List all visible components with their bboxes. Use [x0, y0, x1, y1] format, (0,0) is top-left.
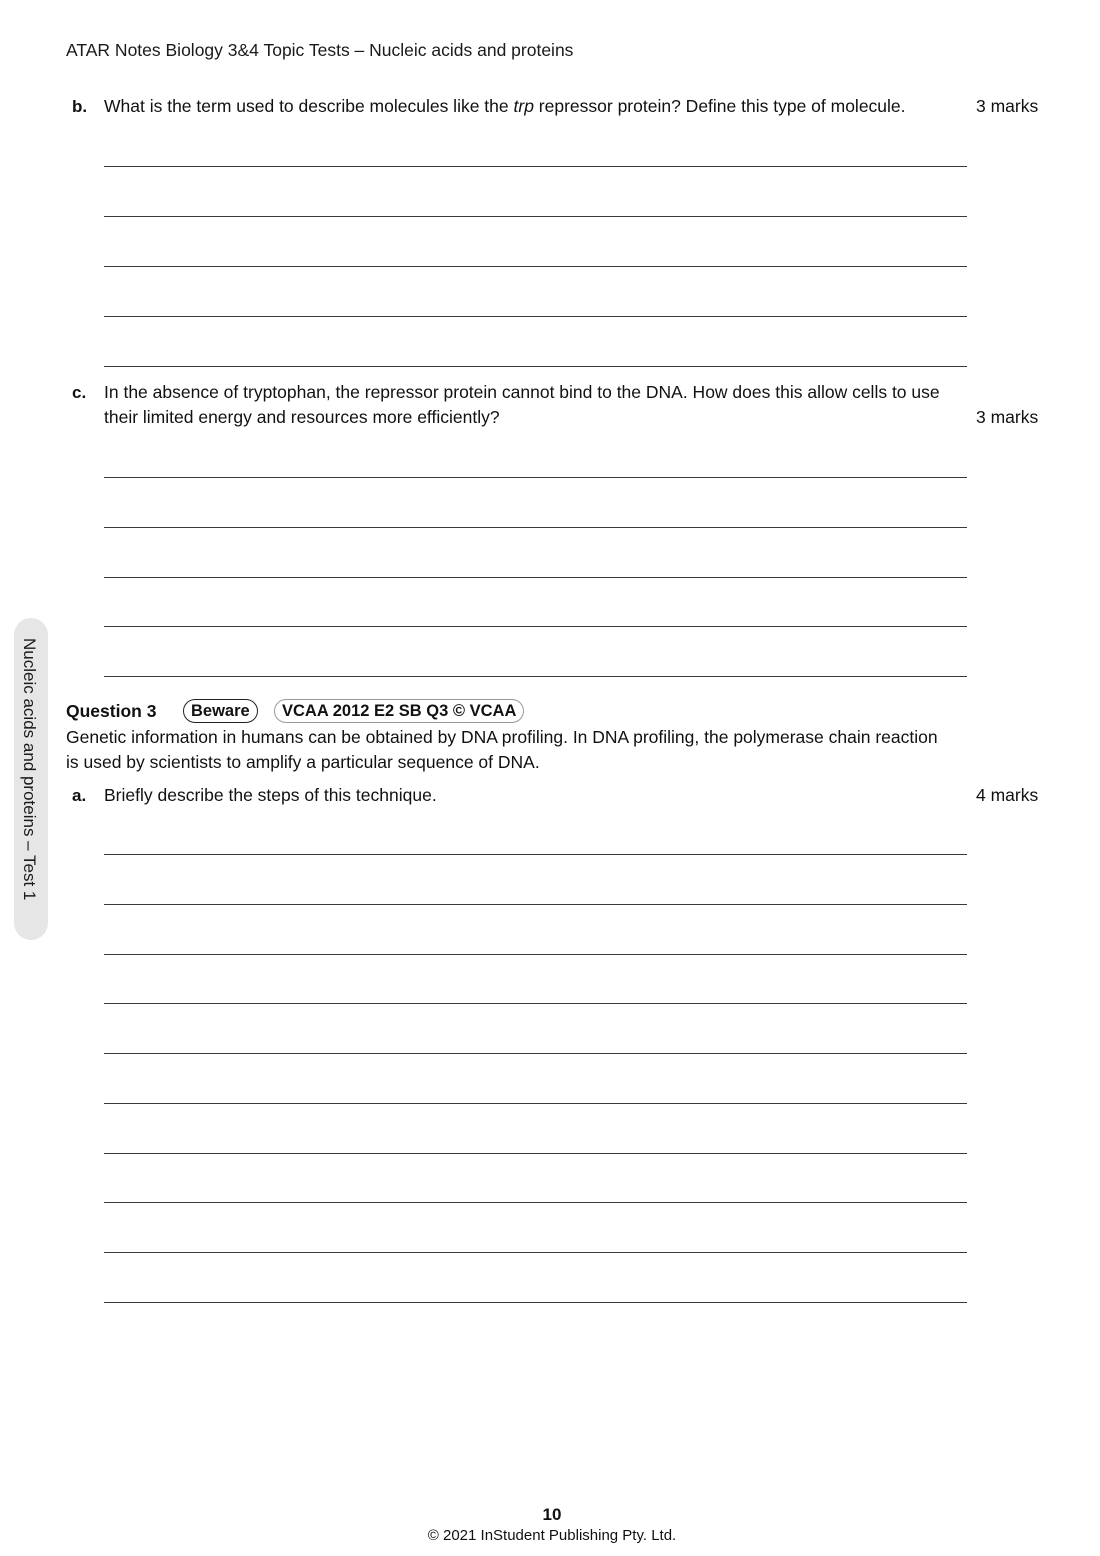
question-2c-marks: 3 marks [976, 407, 1039, 427]
answer-line[interactable] [104, 477, 967, 478]
answer-line[interactable] [104, 954, 967, 955]
answer-line[interactable] [104, 216, 967, 217]
source-badge: VCAA 2012 E2 SB Q3 © VCAA [274, 699, 524, 723]
answer-line[interactable] [104, 527, 967, 528]
answer-line[interactable] [104, 626, 967, 627]
question-2b-text-italic: trp [513, 96, 534, 116]
side-tab [14, 618, 48, 940]
question-2b-text [104, 94, 906, 119]
answer-line[interactable] [104, 1053, 967, 1054]
question-3a-marks: 4 marks [976, 785, 1039, 805]
question-2c-line2: their limited energy and resources more efficiently? [104, 407, 500, 427]
answer-line[interactable] [104, 1003, 967, 1004]
answer-line[interactable] [104, 854, 967, 855]
answer-line[interactable] [104, 366, 967, 367]
question-2b-text-after: repressor protein? Define this type of molecule. [533, 96, 906, 116]
answer-line[interactable] [104, 904, 967, 905]
copyright-notice: © 2021 InStudent Publishing Pty. Ltd. [427, 1527, 677, 1544]
question-3a-text: Briefly describe the steps of this technique. [104, 785, 437, 805]
answer-line[interactable] [104, 1302, 967, 1303]
answer-line[interactable] [104, 316, 967, 317]
question-3-title: Question 3 [66, 701, 157, 721]
answer-line[interactable] [104, 1103, 967, 1104]
question-2b-text-before: What is the term used to describe molecules like the [104, 96, 514, 116]
question-2c-line1: In the absence of tryptophan, the repressor protein cannot bind to the DNA. How does this allow cells to use [104, 382, 940, 402]
answer-line[interactable] [104, 1153, 967, 1154]
beware-badge: Beware [183, 699, 258, 723]
answer-line[interactable] [104, 676, 967, 677]
answer-line[interactable] [104, 1202, 967, 1203]
question-3a-letter: a. [72, 786, 87, 805]
running-header: ATAR Notes Biology 3&4 Topic Tests – Nucleic acids and proteins [66, 40, 574, 60]
question-3-stem-line2: is used by scientists to amplify a particular sequence of DNA. [66, 752, 540, 772]
answer-line[interactable] [104, 1252, 967, 1253]
question-2b-letter: b. [72, 97, 88, 116]
answer-line[interactable] [104, 577, 967, 578]
side-tab-label: Nucleic acids and proteins – Test 1 [20, 638, 39, 901]
question-3-stem-line1: Genetic information in humans can be obtained by DNA profiling. In DNA profiling, the polymerase chain reaction [66, 727, 938, 747]
answer-line[interactable] [104, 166, 967, 167]
question-2c-letter: c. [72, 383, 87, 402]
page-number: 10 [542, 1505, 562, 1524]
answer-line[interactable] [104, 266, 967, 267]
question-2b-marks: 3 marks [976, 96, 1039, 116]
